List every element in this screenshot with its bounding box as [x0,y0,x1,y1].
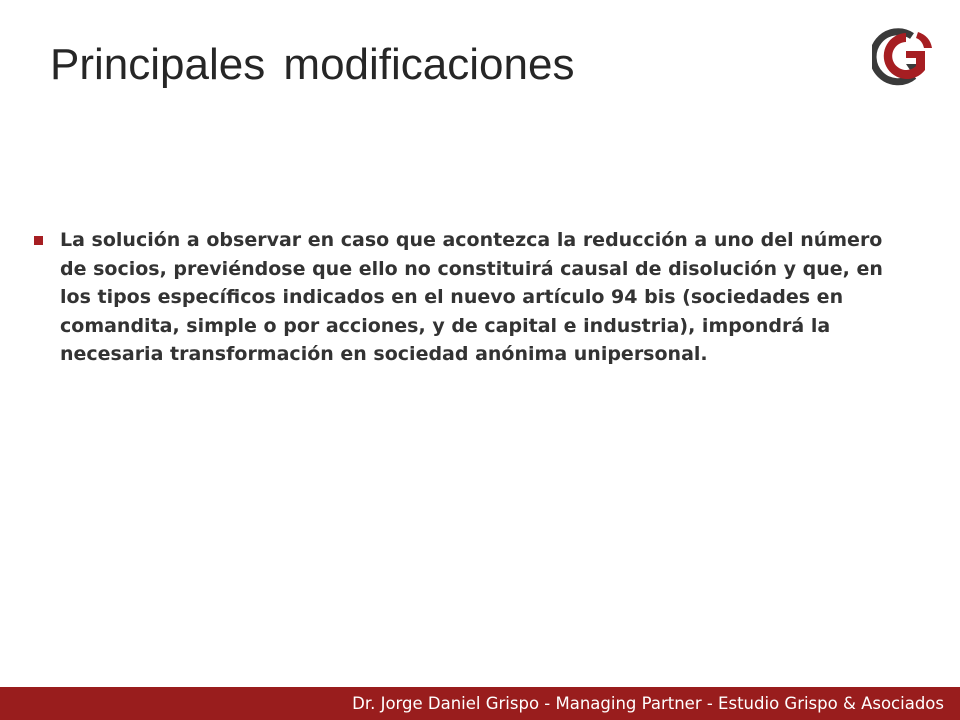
bullet-text: La solución a observar en caso que acontezca la reducción a uno del número de socios, previéndose que ello no constituirá causal de disolución y que, en los tipos específicos indicados en el nuevo artículo 94 bis (sociedades en comandita, simple o por acciones, y de capital e industria), impondrá la necesaria transformación en sociedad anónima unipersonal. [60,229,883,365]
estudio-grispo-logo-icon [872,26,938,86]
footer-bar [0,687,960,720]
footer-text: Dr. Jorge Daniel Grispo - Managing Partner - Estudio Grispo & Asociados [352,694,944,713]
slide-title: Principales modificaciones [50,40,575,89]
square-bullet-icon [34,236,43,245]
slide-body [34,226,914,369]
bullet-item [34,226,914,369]
